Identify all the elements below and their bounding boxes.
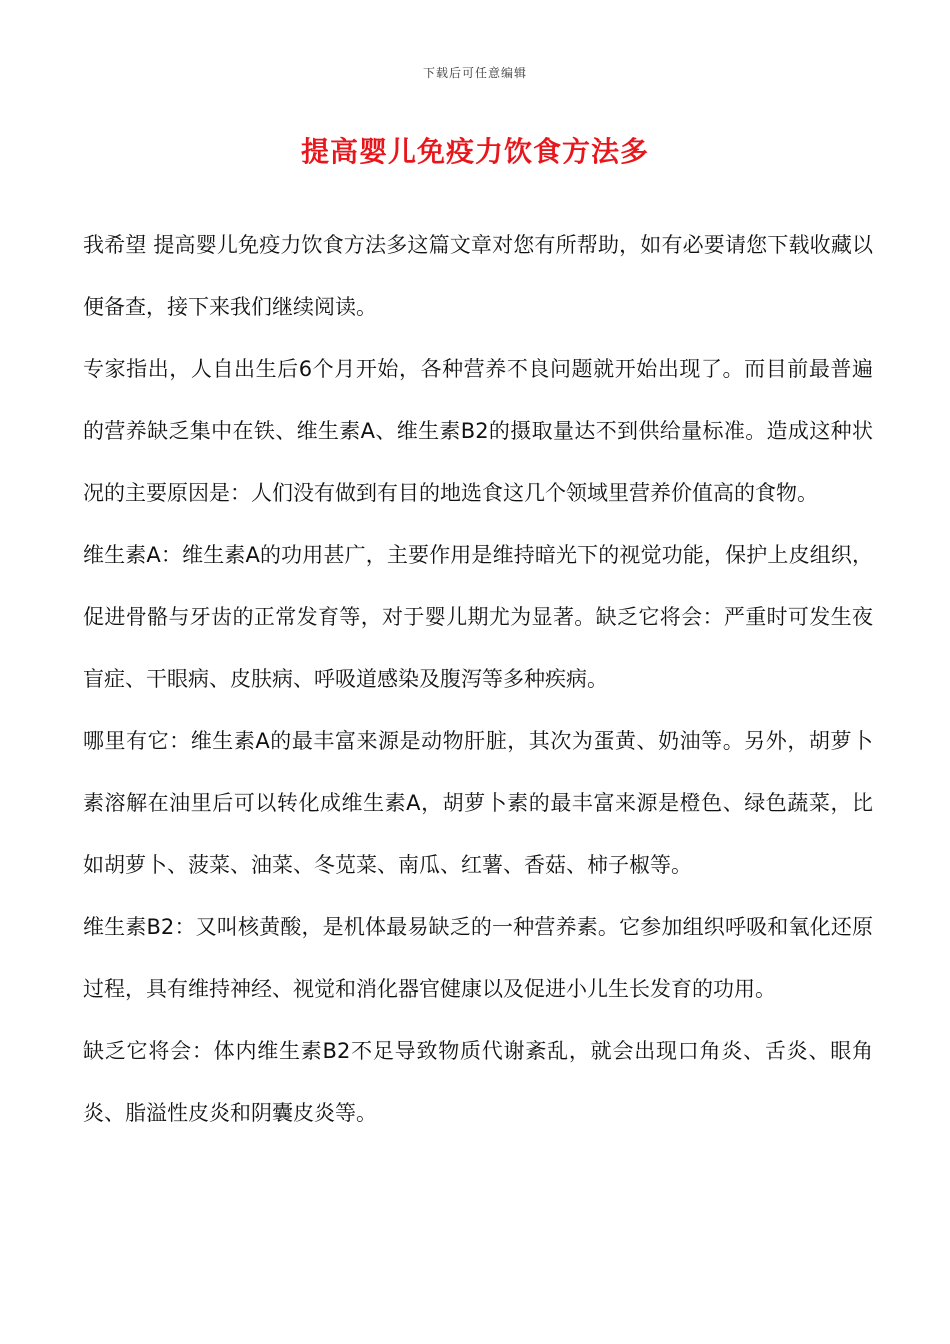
document-body: [83, 214, 873, 1144]
paragraph-intro: 我希望 提高婴儿免疫力饮食方法多这篇文章对您有所帮助，如有必要请您下载收藏以便备查，接下来我们继续阅读。: [83, 233, 873, 319]
paragraph-vitamin-b2-deficiency: 缺乏它将会：体内维生素B2不足导致物质代谢紊乱，就会出现口角炎、舌炎、眼角炎、脂溢性皮炎和阴囊皮炎等。: [83, 1039, 873, 1125]
header-note: 下载后可任意编辑: [422, 66, 527, 80]
paragraph-vitamin-a: 维生素A：维生素A的功用甚广，主要作用是维持暗光下的视觉功能，保护上皮组织，促进骨骼与牙齿的正常发育等，对于婴儿期尤为显著。缺乏它将会：严重时可发生夜盲症、干眼病、皮肤病、呼吸道感染及腹泻等多种疾病。: [83, 543, 873, 691]
document-title: 提高婴儿免疫力饮食方法多: [300, 135, 649, 168]
paragraph-vitamin-a-sources: 哪里有它：维生素A的最丰富来源是动物肝脏，其次为蛋黄、奶油等。另外，胡萝卜素溶解在油里后可以转化成维生素A，胡萝卜素的最丰富来源是橙色、绿色蔬菜，比如胡萝卜、菠菜、油菜、冬苋菜、南瓜、红薯、香菇、柿子椒等。: [83, 729, 873, 877]
paragraph-vitamin-b2: 维生素B2：又叫核黄酸，是机体最易缺乏的一种营养素。它参加组织呼吸和氧化还原过程，具有维持神经、视觉和消化器官健康以及促进小儿生长发育的功用。: [83, 915, 873, 1001]
paragraph-expert: 专家指出，人自出生后6个月开始，各种营养不良问题就开始出现了。而目前最普遍的营养缺乏集中在铁、维生素A、维生素B2的摄取量达不到供给量标准。造成这种状况的主要原因是：人们没有做到有目的地选食这几个领域里营养价值高的食物。: [83, 357, 873, 505]
